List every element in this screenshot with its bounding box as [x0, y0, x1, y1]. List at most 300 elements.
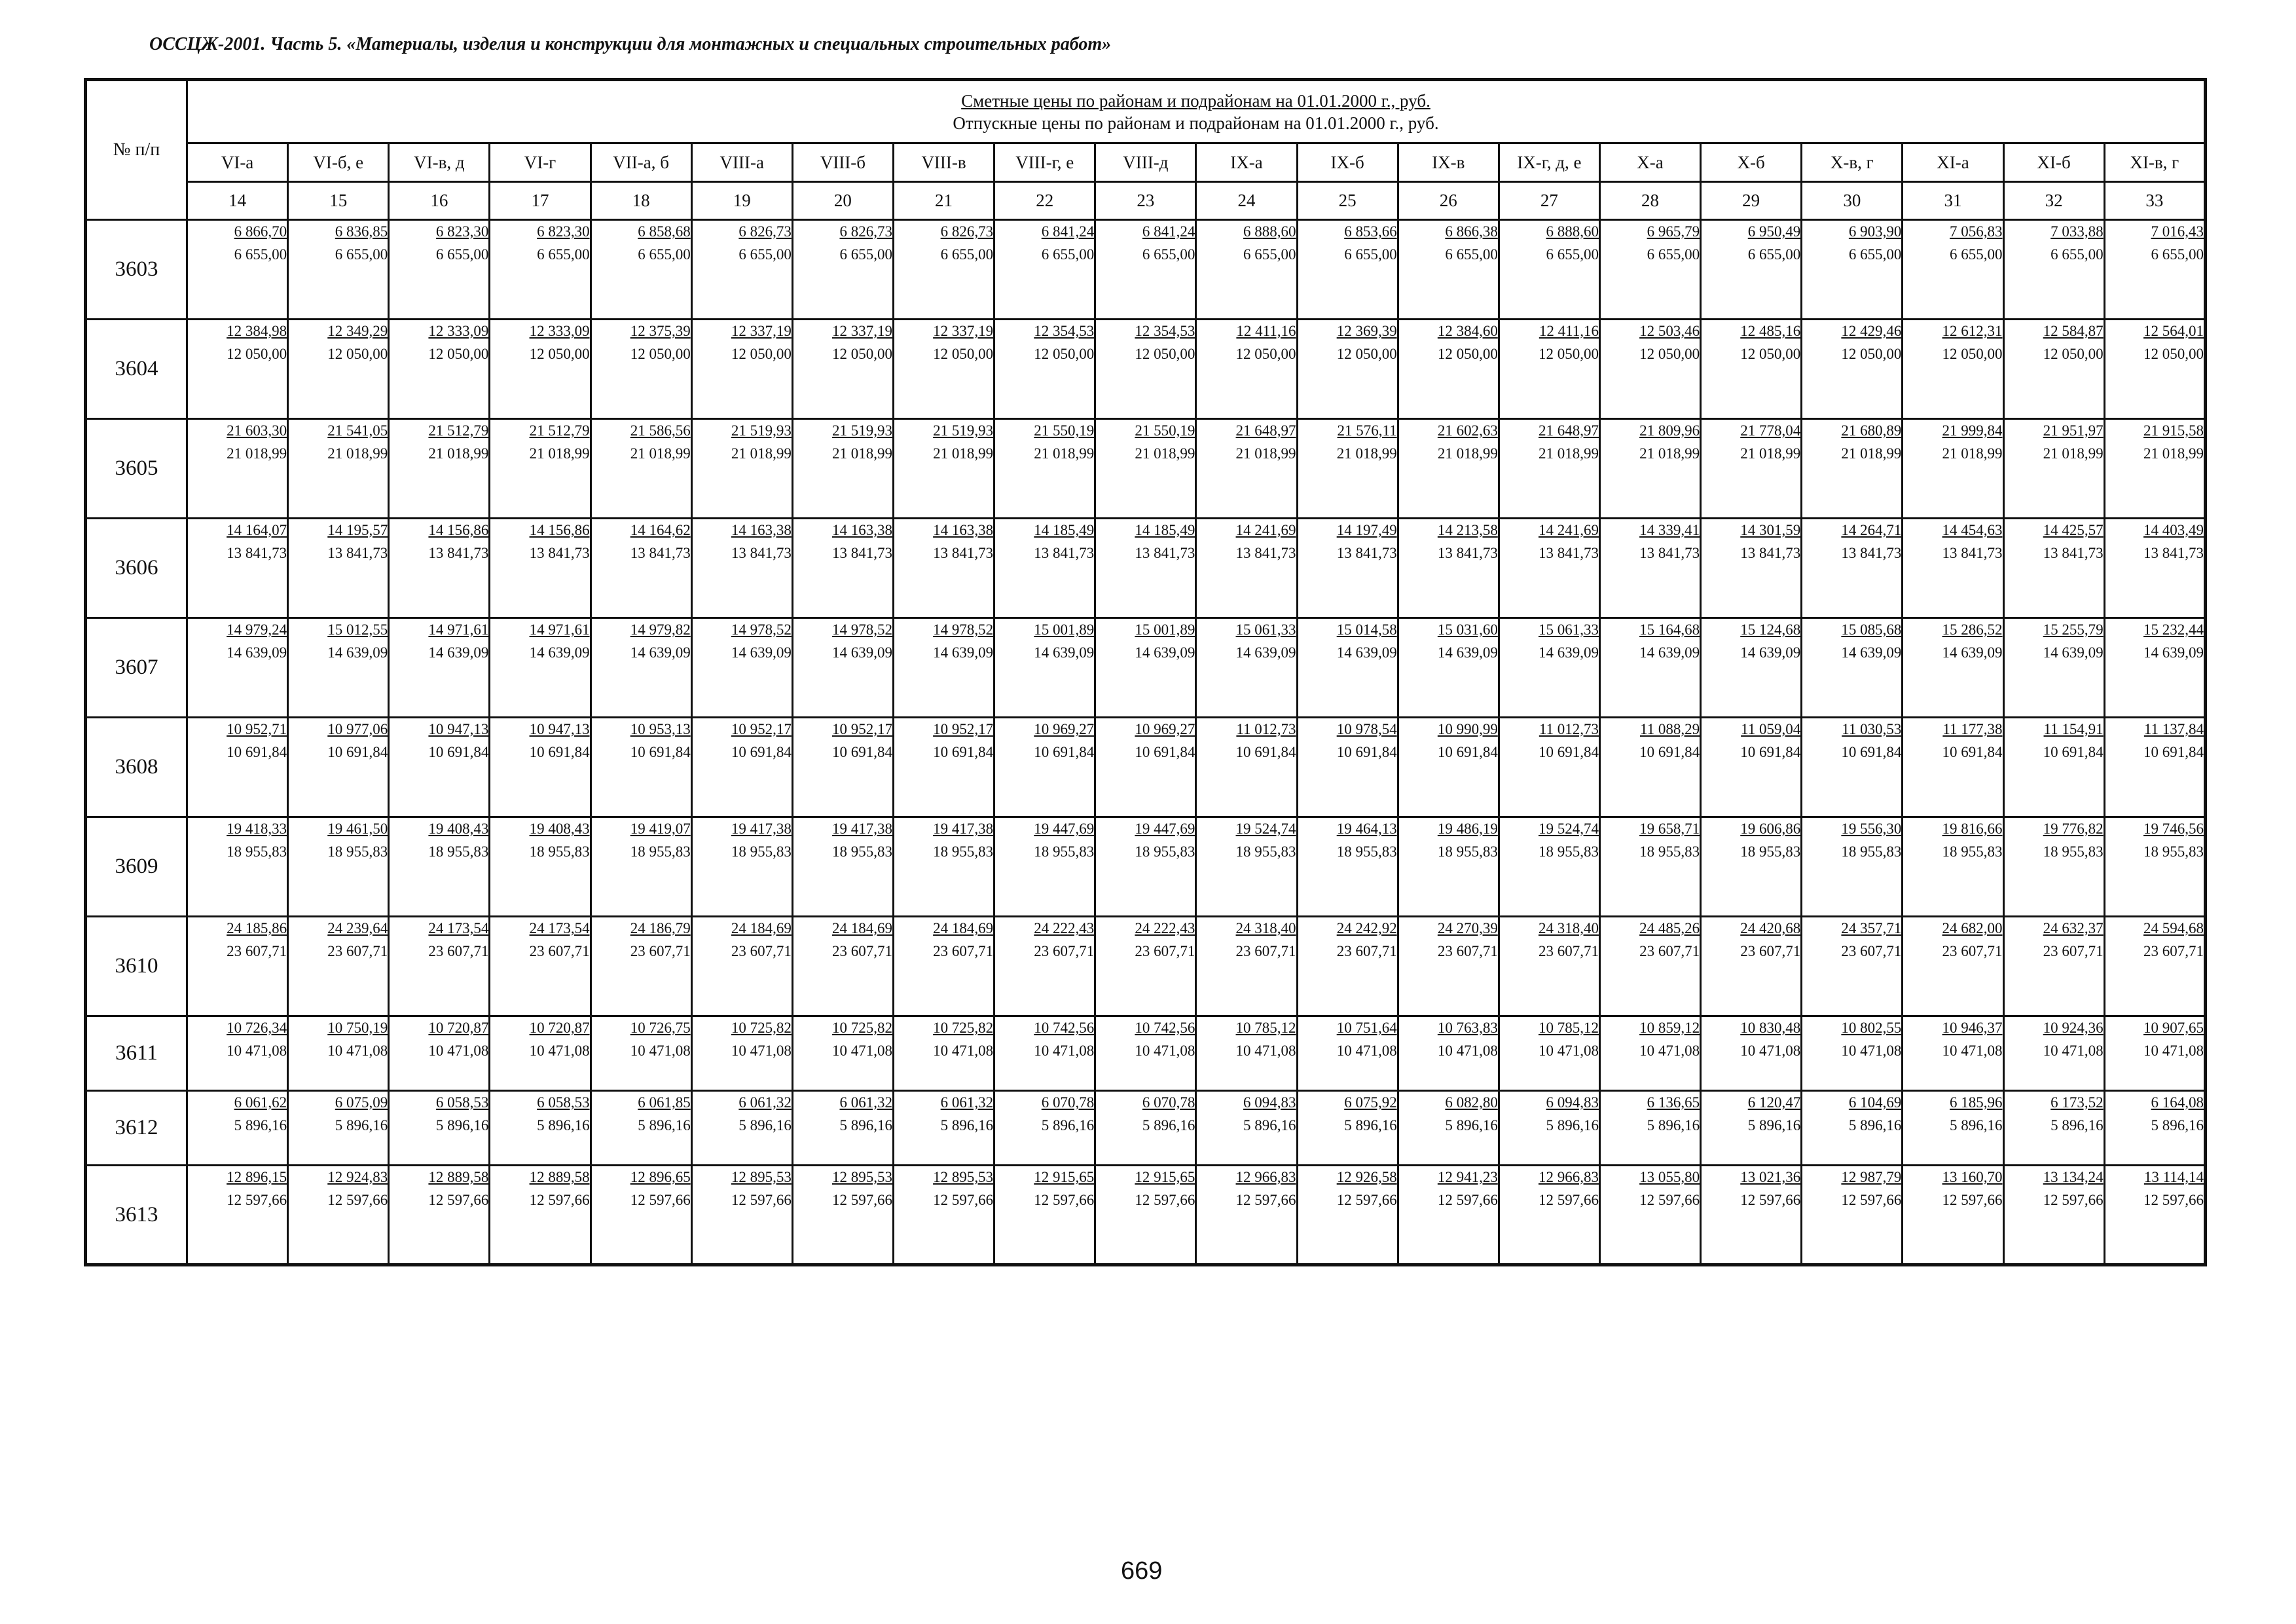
price-cell	[994, 817, 1095, 917]
release-price: 23 607,71	[1336, 943, 1397, 959]
price-cell	[187, 1166, 288, 1265]
estimate-price: 14 403,49	[2143, 522, 2204, 538]
price-cell	[1903, 220, 2003, 320]
price-cell	[288, 519, 389, 618]
table-title	[187, 80, 2206, 143]
release-price: 12 597,66	[529, 1192, 590, 1208]
release-price: 12 050,00	[1538, 346, 1599, 362]
estimate-price: 10 947,13	[529, 721, 590, 737]
release-price: 12 050,00	[1437, 346, 1498, 362]
estimate-price: 24 632,37	[2043, 920, 2104, 936]
release-price: 13 841,73	[933, 545, 994, 561]
estimate-price: 13 160,70	[1942, 1169, 2003, 1185]
estimate-price: 12 485,16	[1740, 323, 1801, 339]
price-cell	[1196, 519, 1297, 618]
price-cell	[1802, 917, 1903, 1016]
column-number: 26	[1398, 182, 1499, 220]
price-cell	[2003, 1091, 2104, 1166]
estimate-price: 24 485,26	[1639, 920, 1700, 936]
price-cell	[187, 917, 288, 1016]
price-cell	[187, 817, 288, 917]
release-price: 18 955,83	[630, 843, 691, 860]
price-cell	[490, 1166, 591, 1265]
price-cell	[2104, 419, 2205, 519]
price-cell	[1903, 718, 2003, 817]
column-number: 24	[1196, 182, 1297, 220]
price-cell	[1297, 519, 1398, 618]
release-price: 12 050,00	[1942, 346, 2003, 362]
price-cell	[1903, 1016, 2003, 1091]
price-cell	[490, 220, 591, 320]
price-cell	[893, 419, 994, 519]
release-price: 13 841,73	[428, 545, 489, 561]
estimate-price: 19 408,43	[529, 821, 590, 837]
estimate-price: 10 785,12	[1235, 1020, 1296, 1036]
release-price: 12 597,66	[933, 1192, 994, 1208]
estimate-price: 13 055,80	[1639, 1169, 1700, 1185]
release-price: 21 018,99	[1841, 445, 1902, 462]
price-cell	[1499, 220, 1599, 320]
release-price: 10 471,08	[1135, 1043, 1195, 1059]
release-price: 5 896,16	[2151, 1117, 2204, 1134]
estimate-price: 24 357,71	[1841, 920, 1902, 936]
release-price: 18 955,83	[1135, 843, 1195, 860]
estimate-price: 12 966,83	[1538, 1169, 1599, 1185]
price-cell	[490, 320, 591, 419]
estimate-price: 10 802,55	[1841, 1020, 1902, 1036]
release-price: 10 471,08	[1639, 1043, 1700, 1059]
estimate-price: 15 085,68	[1841, 621, 1902, 638]
estimate-price: 6 823,30	[435, 223, 489, 240]
release-price: 23 607,71	[227, 943, 287, 959]
estimate-price: 13 134,24	[2043, 1169, 2104, 1185]
price-cell	[1196, 1166, 1297, 1265]
price-cell	[1297, 817, 1398, 917]
price-cell	[389, 320, 490, 419]
price-cell	[893, 618, 994, 718]
price-cell	[792, 917, 893, 1016]
estimate-price: 7 016,43	[2151, 223, 2204, 240]
estimate-price: 15 286,52	[1942, 621, 2003, 638]
price-table	[84, 78, 2207, 1266]
estimate-price: 12 889,58	[428, 1169, 489, 1185]
release-price: 14 639,09	[1942, 644, 2003, 661]
estimate-price: 11 059,04	[1741, 721, 1801, 737]
estimate-price: 14 195,57	[327, 522, 388, 538]
release-price: 18 955,83	[1235, 843, 1296, 860]
release-price: 23 607,71	[1034, 943, 1095, 959]
estimate-price: 12 612,31	[1942, 323, 2003, 339]
price-cell	[893, 519, 994, 618]
release-price: 12 050,00	[1135, 346, 1195, 362]
estimate-price: 11 030,53	[1842, 721, 1902, 737]
release-price: 10 691,84	[1841, 744, 1902, 760]
estimate-price: 6 061,62	[234, 1094, 287, 1111]
release-price: 6 655,00	[1041, 246, 1095, 263]
release-price: 10 691,84	[227, 744, 287, 760]
price-cell	[994, 1091, 1095, 1166]
estimate-price: 10 952,17	[933, 721, 994, 737]
estimate-price: 12 896,65	[630, 1169, 691, 1185]
price-cell	[1196, 220, 1297, 320]
release-price: 5 896,16	[1041, 1117, 1095, 1134]
price-cell	[1701, 718, 1802, 817]
estimate-price: 6 075,09	[335, 1094, 388, 1111]
release-price: 13 841,73	[831, 545, 892, 561]
estimate-price: 6 058,53	[537, 1094, 590, 1111]
column-number: 29	[1701, 182, 1802, 220]
estimate-price: 12 337,19	[831, 323, 892, 339]
price-cell	[691, 320, 792, 419]
estimate-price: 10 947,13	[428, 721, 489, 737]
district-header: IX-б	[1297, 143, 1398, 182]
price-cell	[1398, 519, 1499, 618]
column-number: 21	[893, 182, 994, 220]
price-cell	[1398, 419, 1499, 519]
estimate-price: 6 866,38	[1445, 223, 1498, 240]
estimate-price: 14 163,38	[933, 522, 994, 538]
price-cell	[490, 1016, 591, 1091]
estimate-price: 15 061,33	[1538, 621, 1599, 638]
release-price: 14 639,09	[731, 644, 792, 661]
price-cell	[389, 817, 490, 917]
estimate-price: 14 978,52	[831, 621, 892, 638]
estimate-price: 10 946,37	[1942, 1020, 2003, 1036]
release-price: 12 050,00	[428, 346, 489, 362]
release-price: 5 896,16	[1546, 1117, 1599, 1134]
estimate-price: 14 156,86	[529, 522, 590, 538]
price-cell	[1499, 718, 1599, 817]
price-cell	[691, 917, 792, 1016]
price-cell	[994, 718, 1095, 817]
table-row	[86, 1091, 2206, 1166]
estimate-price: 10 953,13	[630, 721, 691, 737]
estimate-price: 14 971,61	[529, 621, 590, 638]
price-cell	[591, 817, 691, 917]
release-price: 10 691,84	[1740, 744, 1801, 760]
price-cell	[2104, 817, 2205, 917]
price-cell	[792, 320, 893, 419]
price-cell	[1196, 419, 1297, 519]
release-price: 6 655,00	[1950, 246, 2003, 263]
release-price: 23 607,71	[1740, 943, 1801, 959]
release-price: 18 955,83	[227, 843, 287, 860]
price-cell	[1297, 220, 1398, 320]
release-price: 6 655,00	[1142, 246, 1195, 263]
estimate-price: 6 104,69	[1848, 1094, 1902, 1111]
estimate-price: 14 978,52	[933, 621, 994, 638]
release-price: 21 018,99	[933, 445, 994, 462]
release-price: 18 955,83	[1942, 843, 2003, 860]
estimate-price: 19 417,38	[731, 821, 792, 837]
release-price: 12 597,66	[327, 1192, 388, 1208]
price-cell	[2003, 1016, 2104, 1091]
price-cell	[591, 519, 691, 618]
release-price: 10 471,08	[2143, 1043, 2204, 1059]
estimate-price: 24 242,92	[1336, 920, 1397, 936]
estimate-price: 24 173,54	[529, 920, 590, 936]
estimate-price: 6 061,85	[638, 1094, 691, 1111]
release-price: 18 955,83	[1538, 843, 1599, 860]
estimate-price: 10 952,17	[731, 721, 792, 737]
price-cell	[1599, 1016, 1700, 1091]
price-cell	[2104, 1166, 2205, 1265]
estimate-price: 6 888,60	[1546, 223, 1599, 240]
price-cell	[187, 718, 288, 817]
release-price: 13 841,73	[1034, 545, 1095, 561]
estimate-price: 12 915,65	[1034, 1169, 1095, 1185]
price-cell	[792, 1166, 893, 1265]
price-cell	[792, 1016, 893, 1091]
release-price: 6 655,00	[738, 246, 792, 263]
release-price: 18 955,83	[428, 843, 489, 860]
price-cell	[1903, 419, 2003, 519]
price-cell	[1599, 1091, 1700, 1166]
release-price: 12 050,00	[227, 346, 287, 362]
estimate-price: 12 411,16	[1236, 323, 1296, 339]
release-price: 6 655,00	[234, 246, 287, 263]
estimate-price: 21 951,97	[2043, 422, 2104, 439]
price-cell	[187, 320, 288, 419]
row-number: 3613	[86, 1166, 187, 1265]
document-header: ОССЦЖ-2001. Часть 5. «Материалы, изделия и конструкции для монтажных и специальных строительных работ»	[149, 34, 1112, 54]
estimate-price: 10 924,36	[2043, 1020, 2104, 1036]
estimate-price: 6 164,08	[2151, 1094, 2204, 1111]
release-price: 12 050,00	[327, 346, 388, 362]
estimate-price: 10 725,82	[831, 1020, 892, 1036]
price-cell	[288, 718, 389, 817]
release-price: 5 896,16	[839, 1117, 892, 1134]
district-header: X-б	[1701, 143, 1802, 182]
estimate-price: 14 241,69	[1235, 522, 1296, 538]
estimate-price: 12 895,53	[933, 1169, 994, 1185]
release-price: 14 639,09	[1841, 644, 1902, 661]
release-price: 5 896,16	[335, 1117, 388, 1134]
estimate-price: 12 564,01	[2143, 323, 2204, 339]
estimate-price: 24 186,79	[630, 920, 691, 936]
release-price: 18 955,83	[327, 843, 388, 860]
price-cell	[1398, 618, 1499, 718]
release-price: 14 639,09	[933, 644, 994, 661]
column-number: 23	[1095, 182, 1196, 220]
estimate-price: 19 556,30	[1841, 821, 1902, 837]
price-cell	[691, 419, 792, 519]
estimate-price: 19 447,69	[1135, 821, 1195, 837]
estimate-price: 12 915,65	[1135, 1169, 1195, 1185]
estimate-price: 15 001,89	[1034, 621, 1095, 638]
estimate-price: 19 461,50	[327, 821, 388, 837]
column-number: 33	[2104, 182, 2205, 220]
estimate-price: 6 858,68	[638, 223, 691, 240]
release-price: 10 471,08	[630, 1043, 691, 1059]
price-cell	[1903, 1091, 2003, 1166]
estimate-price: 24 270,39	[1437, 920, 1498, 936]
price-cell	[389, 220, 490, 320]
estimate-price: 6 826,73	[839, 223, 892, 240]
price-cell	[1599, 220, 1700, 320]
estimate-price: 6 061,32	[940, 1094, 994, 1111]
estimate-price: 19 524,74	[1235, 821, 1296, 837]
row-number: 3610	[86, 917, 187, 1016]
release-price: 21 018,99	[1942, 445, 2003, 462]
district-header: VI-в, д	[389, 143, 490, 182]
release-price: 10 471,08	[731, 1043, 792, 1059]
price-cell	[893, 917, 994, 1016]
page-number: 669	[1121, 1557, 1163, 1585]
row-number: 3609	[86, 817, 187, 917]
release-price: 21 018,99	[2143, 445, 2204, 462]
price-cell	[1095, 1016, 1196, 1091]
price-cell	[187, 519, 288, 618]
price-cell	[1802, 320, 1903, 419]
estimate-price: 24 239,64	[327, 920, 388, 936]
estimate-price: 6 826,73	[940, 223, 994, 240]
release-price: 13 841,73	[2143, 545, 2204, 561]
release-price: 12 597,66	[1942, 1192, 2003, 1208]
price-cell	[2003, 220, 2104, 320]
estimate-price: 24 420,68	[1740, 920, 1801, 936]
estimate-price: 19 776,82	[2043, 821, 2104, 837]
price-cell	[1196, 1016, 1297, 1091]
release-price: 13 841,73	[529, 545, 590, 561]
release-price: 10 471,08	[1336, 1043, 1397, 1059]
district-header: IX-а	[1196, 143, 1297, 182]
price-cell	[1196, 817, 1297, 917]
estimate-price: 14 301,59	[1740, 522, 1801, 538]
table-row	[86, 220, 2206, 320]
release-price: 14 639,09	[1639, 644, 1700, 661]
release-price: 14 639,09	[1235, 644, 1296, 661]
release-price: 18 955,83	[529, 843, 590, 860]
estimate-price: 11 137,84	[2143, 721, 2204, 737]
release-price: 13 841,73	[1538, 545, 1599, 561]
estimate-price: 10 720,87	[529, 1020, 590, 1036]
estimate-price: 12 966,83	[1235, 1169, 1296, 1185]
price-cell	[1802, 718, 1903, 817]
release-price: 10 471,08	[1034, 1043, 1095, 1059]
estimate-price: 10 907,65	[2143, 1020, 2204, 1036]
price-cell	[490, 519, 591, 618]
price-cell	[691, 1166, 792, 1265]
column-number: 14	[187, 182, 288, 220]
price-cell	[1297, 917, 1398, 1016]
table-row	[86, 1166, 2206, 1265]
estimate-price: 21 809,96	[1639, 422, 1700, 439]
estimate-price: 14 264,71	[1841, 522, 1902, 538]
column-number: 32	[2003, 182, 2104, 220]
column-number: 22	[994, 182, 1095, 220]
release-price: 12 597,66	[1639, 1192, 1700, 1208]
price-cell	[1802, 419, 1903, 519]
price-cell	[1599, 419, 1700, 519]
price-cell	[1802, 1016, 1903, 1091]
estimate-price: 21 680,89	[1841, 422, 1902, 439]
estimate-price: 21 519,93	[831, 422, 892, 439]
release-price: 5 896,16	[1747, 1117, 1801, 1134]
price-cell	[792, 817, 893, 917]
price-cell	[389, 1091, 490, 1166]
release-price: 10 471,08	[2043, 1043, 2104, 1059]
release-price: 10 691,84	[2143, 744, 2204, 760]
release-price: 5 896,16	[537, 1117, 590, 1134]
price-cell	[1701, 618, 1802, 718]
price-cell	[994, 419, 1095, 519]
row-number: 3605	[86, 419, 187, 519]
estimate-price: 12 384,60	[1437, 323, 1498, 339]
estimate-price: 21 541,05	[327, 422, 388, 439]
price-cell	[591, 917, 691, 1016]
release-price: 10 691,84	[1336, 744, 1397, 760]
estimate-price-title: Сметные цены по районам и подрайонам на 01.01.2000 г., руб.	[961, 90, 1430, 111]
release-price: 6 655,00	[638, 246, 691, 263]
release-price: 23 607,71	[933, 943, 994, 959]
row-number-header: № п/п	[86, 80, 187, 220]
estimate-price: 12 503,46	[1639, 323, 1700, 339]
release-price: 10 691,84	[630, 744, 691, 760]
estimate-price: 24 173,54	[428, 920, 489, 936]
estimate-price: 12 354,53	[1034, 323, 1095, 339]
price-cell	[1701, 1166, 1802, 1265]
release-price: 23 607,71	[1135, 943, 1195, 959]
release-price: 13 841,73	[731, 545, 792, 561]
release-price: 10 691,84	[428, 744, 489, 760]
release-price: 6 655,00	[1243, 246, 1296, 263]
release-price: 23 607,71	[831, 943, 892, 959]
release-price: 14 639,09	[1034, 644, 1095, 661]
price-cell	[1095, 320, 1196, 419]
price-cell	[591, 1166, 691, 1265]
release-price: 13 841,73	[1740, 545, 1801, 561]
price-cell	[1903, 320, 2003, 419]
price-cell	[1903, 618, 2003, 718]
price-cell	[1802, 1091, 1903, 1166]
price-cell	[1499, 1016, 1599, 1091]
price-cell	[691, 1016, 792, 1091]
price-cell	[2104, 1016, 2205, 1091]
estimate-price: 6 082,80	[1445, 1094, 1498, 1111]
release-price: 18 955,83	[731, 843, 792, 860]
release-price: 10 691,84	[529, 744, 590, 760]
price-cell	[2003, 618, 2104, 718]
estimate-price: 19 464,13	[1336, 821, 1397, 837]
release-price: 21 018,99	[630, 445, 691, 462]
release-price: 18 955,83	[1841, 843, 1902, 860]
price-cell	[591, 718, 691, 817]
estimate-price: 10 977,06	[327, 721, 388, 737]
release-price: 12 050,00	[1841, 346, 1902, 362]
table-row	[86, 519, 2206, 618]
column-number: 25	[1297, 182, 1398, 220]
estimate-price: 15 014,58	[1336, 621, 1397, 638]
column-number-row	[86, 182, 2206, 220]
release-price: 10 691,84	[2043, 744, 2104, 760]
estimate-price: 6 075,92	[1344, 1094, 1397, 1111]
release-price: 21 018,99	[327, 445, 388, 462]
price-cell	[994, 1016, 1095, 1091]
price-cell	[1398, 917, 1499, 1016]
price-cell	[1196, 618, 1297, 718]
price-cell	[1398, 1166, 1499, 1265]
estimate-price: 12 354,53	[1135, 323, 1195, 339]
release-price: 13 841,73	[1437, 545, 1498, 561]
release-price: 10 471,08	[529, 1043, 590, 1059]
estimate-price: 6 853,66	[1344, 223, 1397, 240]
estimate-price: 12 895,53	[831, 1169, 892, 1185]
release-price: 21 018,99	[1639, 445, 1700, 462]
estimate-price: 21 550,19	[1034, 422, 1095, 439]
estimate-price: 14 164,62	[630, 522, 691, 538]
release-price: 21 018,99	[2043, 445, 2104, 462]
